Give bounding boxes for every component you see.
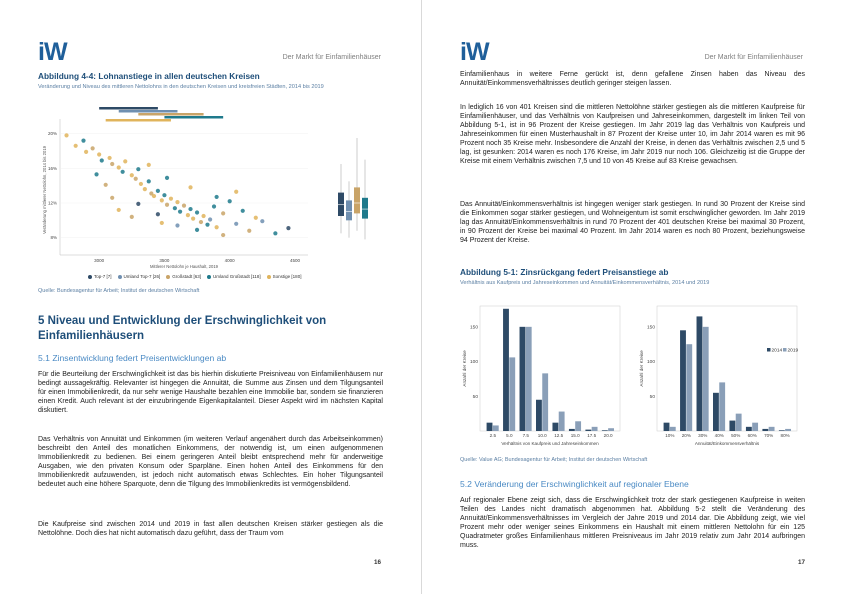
scatter-point	[156, 189, 160, 193]
x-tick-label: 30%	[698, 433, 708, 438]
scatter-point	[117, 165, 121, 169]
bar	[575, 421, 581, 431]
source-text: Quelle: Bundesagentur für Arbeit; Institut der deutschen Wirtschaft	[38, 288, 200, 294]
page-16	[0, 0, 421, 594]
boxplot-box	[346, 200, 352, 220]
legend-swatch	[166, 275, 170, 279]
scatter-point	[221, 233, 225, 237]
bar	[526, 327, 532, 431]
x-tick-label: 40%	[714, 433, 724, 438]
scatter-point	[175, 223, 179, 227]
paragraph-3	[460, 496, 805, 550]
boxplot-box	[338, 193, 344, 216]
scatter-point	[199, 220, 203, 224]
iw-logo: iW	[38, 38, 67, 66]
legend-item	[207, 272, 261, 281]
scatter-point	[100, 158, 104, 162]
scatter-point	[147, 163, 151, 167]
scatter-point	[134, 177, 138, 181]
marginal-bar	[119, 110, 178, 113]
bar	[686, 344, 692, 431]
figure-source	[460, 456, 805, 465]
scatter-point	[254, 216, 258, 220]
legend-swatch	[783, 348, 787, 352]
paragraph-3	[38, 520, 383, 538]
scatter-point	[188, 185, 192, 189]
legend-label: 2014	[771, 348, 783, 354]
marginal-bar	[106, 119, 171, 122]
x-tick-label: 50%	[731, 433, 741, 438]
scatter-point	[104, 183, 108, 187]
paragraph: Einfamilienhaus in weitere Ferne gerückt ist, denn gefallene Zinsen haben das Niveau des Annuität/Einkommensverhältnisses deutlich geringer steigen lassen.	[460, 71, 805, 87]
legend-swatch	[118, 275, 122, 279]
x-tick-label: 3000	[94, 258, 105, 263]
bar	[785, 429, 791, 431]
legend-swatch	[767, 348, 771, 352]
scatter-point	[195, 228, 199, 232]
bar	[746, 427, 752, 431]
scatter-point	[286, 226, 290, 230]
legend-label: Top-7 [7]	[94, 274, 112, 279]
scatter-legend	[38, 272, 383, 281]
x-axis-label: Mittlerer Nettolohn je Haushalt, 2019	[150, 264, 218, 269]
x-tick-label: 7.5	[522, 433, 529, 438]
bar	[769, 427, 775, 431]
scatter-point	[91, 146, 95, 150]
scatter-point	[221, 211, 225, 215]
legend-item	[88, 272, 112, 281]
bar	[713, 393, 719, 431]
figure-subtitle: Verhältnis aus Kaufpreis und Jahreseinkommen und Annuität/Einkommensverhältnis, 2014 und 2019	[460, 280, 710, 286]
scatter-point	[212, 204, 216, 208]
bar	[719, 382, 725, 431]
scatter-point	[169, 197, 173, 201]
paragraph: Das Verhältnis von Annuität und Einkommen (im weiteren Verlauf angenähert durch das Arbeitseinkommen) beschreibt den Anteil des monatlichen Einkommens, der notwendig ist, um einen aufgenommenen Immobilienkredit zu bedienen. Bei einem geringeren Anteil bleibt entsprechend mehr für anderweitige Ausgaben, wie den privaten Konsum oder Sparpläne. Einen hohen Anteil des Einkommens für den Immobilienkredit aufzuwenden, ist jedoch nicht automatisch etwas Schlechtes. Ein hoher Tilgungsanteil bedeutet auch eine höhere Sparquote, denn die Tilgung des Immobilienkredits ist vermögensbildend.	[38, 436, 383, 488]
bar-chart-annuitaet	[637, 296, 812, 456]
bar	[509, 357, 515, 431]
scatter-point	[234, 190, 238, 194]
bar	[762, 429, 768, 431]
bar	[487, 423, 493, 431]
y-tick-label: 150	[469, 325, 478, 331]
section-5	[38, 314, 383, 344]
bar	[503, 309, 509, 431]
x-tick-label: 5.0	[506, 433, 513, 438]
plot-frame	[480, 306, 620, 431]
scatter-point	[97, 152, 101, 156]
x-tick-label: 2.5	[489, 433, 497, 438]
legend-label: 2019	[787, 348, 799, 354]
bar	[729, 421, 735, 431]
marginal-bar	[164, 116, 223, 119]
iw-logo: iW	[460, 38, 489, 66]
legend-item	[118, 272, 161, 281]
scatter-legend-row	[38, 272, 383, 281]
bar-chart-kaufpreis	[460, 296, 635, 456]
figure-subtitle: Veränderung und Niveau des mittleren Nettolohns in den deutschen Kreisen und kreisfreien Städten, 2014 bis 2019	[38, 84, 324, 90]
scatter-point	[136, 167, 140, 171]
paragraph-1	[460, 103, 805, 166]
bar	[520, 327, 526, 431]
boxplot-box	[354, 187, 360, 213]
y-axis-label: Anzahl der Kreise	[462, 350, 467, 387]
x-tick-label: 20%	[681, 433, 691, 438]
paragraph-intro	[460, 70, 805, 88]
running-header: Der Markt für Einfamilienhäuser	[704, 54, 803, 61]
x-tick-label: 15.0	[570, 433, 580, 438]
scatter-point	[215, 225, 219, 229]
y-tick-label: 100	[469, 360, 478, 366]
legend-label: Umland Top-7 [26]	[123, 274, 161, 279]
bar	[608, 428, 614, 431]
legend-swatch	[88, 275, 92, 279]
marginal-bar	[99, 107, 158, 110]
bar	[680, 330, 686, 431]
x-tick-label: 12.5	[554, 433, 564, 438]
figure-title: Abbildung 5-1: Zinsrückgang federt Preisanstiege ab	[460, 267, 669, 277]
bar	[493, 425, 499, 431]
bar	[703, 327, 709, 431]
legend-label: Sonstige [180]	[272, 274, 302, 279]
scatter-point	[110, 162, 114, 166]
scatter-point	[147, 179, 151, 183]
x-axis-label: Verhältnis von Kaufpreis und Jahreseinkommen	[501, 441, 599, 446]
scatter-point	[108, 156, 112, 160]
paragraph-2	[460, 200, 805, 245]
bar	[670, 427, 676, 431]
scatter-point	[143, 187, 147, 191]
scatter-point	[84, 150, 88, 154]
legend-swatch	[267, 275, 271, 279]
marginal-bar	[138, 113, 203, 116]
scatter-point	[215, 195, 219, 199]
paragraph-1	[38, 370, 383, 415]
figure-title: Abbildung 4-4: Lohnanstiege in allen deutschen Kreisen	[38, 71, 260, 81]
scatter-point	[208, 217, 212, 221]
x-tick-label: 70%	[764, 433, 774, 438]
x-tick-label: 3500	[159, 258, 170, 263]
scatter-point	[241, 209, 245, 213]
page-17	[422, 0, 843, 594]
legend-item	[267, 272, 302, 281]
scatter-point	[186, 213, 190, 217]
scatter-point	[205, 223, 209, 227]
bar	[536, 400, 542, 431]
paragraph: In lediglich 16 von 401 Kreisen sind die mittleren Nettolöhne stärker gestiegen als die mittleren Kaufpreise für Einfamilienhäuser, und das Verhältnis von Kaufpreisen und Jahreseinkommen, dargestellt im linken Teil von Abbildung 5-1, ist in 96 Prozent der Kreise gestiegen. Im Jahr 2019 lag das Verhältnis von Kaufpreis und Jahreseinkommen für einen Musterhaushalt in 87 Prozent der Kreise unter 10, im Jahr 2014 waren es mit 96 Prozent noch 35 Kreise mehr. Insbesondere die Anzahl der Kreise, in denen das Verhältnis zwischen 2,5 und 5 lag, ist gesunken: 2014 waren es noch 176 Kreise, im Jahr 2019 nur noch 106. Gleichzeitig ist die Gruppe der Kreise mit einem Verhältnis zwischen 7,5 und 10 von 45 Kreise auf 83 Kreise gewachsen.	[460, 104, 805, 165]
paragraph: Auf regionaler Ebene zeigt sich, dass die Erschwinglichkeit trotz der stark gestiegenen Kaufpreise in weiten Teilen des Landes nicht dramatisch abgenommen hat. Abbildung 5-2 stellt die Veränderung des Annuität/Einkommensverhältnisses im Vergleich der Jahre 2019 und 2014 dar. Die Abbildung zeigt, wie viel Prozent mehr oder weniger seines Einkommens ein Haushalt mit einem mittleren Nettolohn für ein 125 Quadratmeter großes Einfamilienhaus mittleren Preisniveaus im Jahr 2019 relativ zum Jahr 2014 aufbringen muss.	[460, 497, 805, 549]
y-axis-label: Veränderung mittlerer Nettolohn, 2014 bis 2019	[42, 146, 47, 234]
y-tick-label: 50	[649, 394, 655, 400]
scatter-point	[173, 206, 177, 210]
scatter-point	[182, 204, 186, 208]
scatter-point	[175, 200, 179, 204]
boxplot-box	[362, 198, 368, 219]
scatter-point	[178, 210, 182, 214]
scatter-point	[117, 208, 121, 212]
y-tick-label: 50	[472, 394, 478, 400]
scatter-point	[130, 215, 134, 219]
x-tick-label: 80%	[780, 433, 790, 438]
bar	[779, 430, 785, 431]
scatter-point	[136, 202, 140, 206]
legend-item	[166, 272, 201, 281]
x-tick-label: 4000	[224, 258, 235, 263]
paragraph: Das Annuität/Einkommensverhältnis ist hingegen weniger stark gestiegen. In rund 30 Prozent der Kreise sind die Einkommen sogar stärker gestiegen, und Wohneigentum ist somit erschwinglicher geworden. Im Jahr 2019 lag das Annuität/Einkommensverhältnis in rund 70 Prozent der 401 deutschen Kreise bei maximal 30 Prozent, in 90 Prozent der Kreise bei maximal 40 Prozent. Im Jahr 2014 waren es noch 80 Prozent, beziehungsweise 94 Prozent der Kreise.	[460, 201, 805, 244]
scatter-point	[234, 222, 238, 226]
scatter-point	[160, 221, 164, 225]
plot-frame	[657, 306, 797, 431]
y-tick-label: 16%	[47, 165, 57, 171]
bar	[697, 316, 703, 431]
bar	[585, 430, 591, 431]
bar	[542, 373, 548, 431]
scatter-point	[162, 193, 166, 197]
bar	[664, 423, 670, 431]
x-tick-label: 10%	[665, 433, 675, 438]
scatter-point	[201, 214, 205, 218]
page-number: 16	[373, 559, 381, 566]
paragraph: Für die Beurteilung der Erschwinglichkeit ist das bis hierhin diskutierte Preisniveau von Einfamilienhäusern nur bedingt aussagekräftig. Relevanter ist hingegen die Annuität, die Summe aus Zinsen und dem Tilgungsanteil für einen Immobilienkredit, da nur sehr wenige Haushalte bezahlen eine Immobilie bar, sondern sie finanzieren einen Kredit. Auch relevant ist der einzubringende Eigenkapitalanteil. Dieser Aspekt wird im nächsten Kapital diskutiert.	[38, 371, 383, 414]
scatter-point	[260, 219, 264, 223]
figure-source	[38, 287, 383, 296]
scatter-point	[74, 144, 78, 148]
section-title: 5 Niveau und Entwicklung der Erschwinglichkeit von Einfamilienhäusern	[38, 315, 327, 342]
scatter-point	[156, 212, 160, 216]
scatter-point	[64, 133, 68, 137]
scatter-point	[247, 229, 251, 233]
bar	[569, 429, 575, 431]
legend-label: Umland Großstadt [118]	[212, 274, 261, 279]
legend-swatch	[207, 275, 211, 279]
scatter-point	[139, 182, 143, 186]
scatter-point	[110, 196, 114, 200]
bar	[602, 430, 608, 431]
scatter-chart	[38, 105, 383, 280]
scatter-point	[195, 210, 199, 214]
figure-4-4	[38, 72, 383, 92]
subsection-title: 5.1 Zinsentwicklung federt Preisentwicklungen ab	[38, 353, 227, 363]
x-tick-label: 20.0	[603, 433, 613, 438]
bar	[752, 423, 758, 431]
subsection-title: 5.2 Veränderung der Erschwinglichkeit auf regionaler Ebene	[460, 479, 689, 489]
paragraph: Die Kaufpreise sind zwischen 2014 und 2019 in fast allen deutschen Kreisen stärker gestiegen als die Nettolöhne. Doch dies hat nicht automatisch dazu geführt, dass der Traum vom	[38, 521, 383, 537]
x-tick-label: 17.5	[587, 433, 597, 438]
scatter-point	[130, 173, 134, 177]
scatter-point	[228, 199, 232, 203]
page-number: 17	[797, 559, 805, 566]
scatter-point	[123, 159, 127, 163]
subsection-5-2	[460, 480, 805, 489]
scatter-point	[121, 170, 125, 174]
scatter-point	[160, 198, 164, 202]
x-tick-label: 10.0	[537, 433, 547, 438]
bar	[592, 427, 598, 431]
y-tick-label: 100	[646, 360, 655, 366]
paragraph-2	[38, 435, 383, 489]
y-tick-label: 12%	[47, 200, 57, 206]
y-tick-label: 20%	[47, 131, 57, 137]
subsection-5-1	[38, 354, 383, 363]
scatter-point	[81, 139, 85, 143]
x-tick-label: 4500	[289, 258, 300, 263]
scatter-point	[152, 194, 156, 198]
bar	[559, 412, 565, 431]
source-text: Quelle: Value AG; Bundesagentur für Arbeit; Institut der deutschen Wirtschaft	[460, 457, 648, 463]
y-tick-label: 8%	[50, 235, 57, 241]
scatter-point	[165, 203, 169, 207]
scatter-point	[165, 176, 169, 180]
scatter-point	[273, 231, 277, 235]
scatter-point	[188, 207, 192, 211]
scatter-point	[94, 172, 98, 176]
y-tick-label: 150	[646, 325, 655, 331]
x-tick-label: 60%	[747, 433, 757, 438]
legend-label: Großstadt [63]	[172, 274, 201, 279]
running-header: Der Markt für Einfamilienhäuser	[282, 54, 381, 61]
y-axis-label: Anzahl der Kreise	[639, 350, 644, 387]
figure-5-1	[460, 268, 805, 288]
bar	[552, 423, 558, 431]
scatter-point	[191, 217, 195, 221]
x-axis-label: Annuität/Einkommensverhältnis	[694, 441, 760, 446]
bar	[736, 414, 742, 431]
